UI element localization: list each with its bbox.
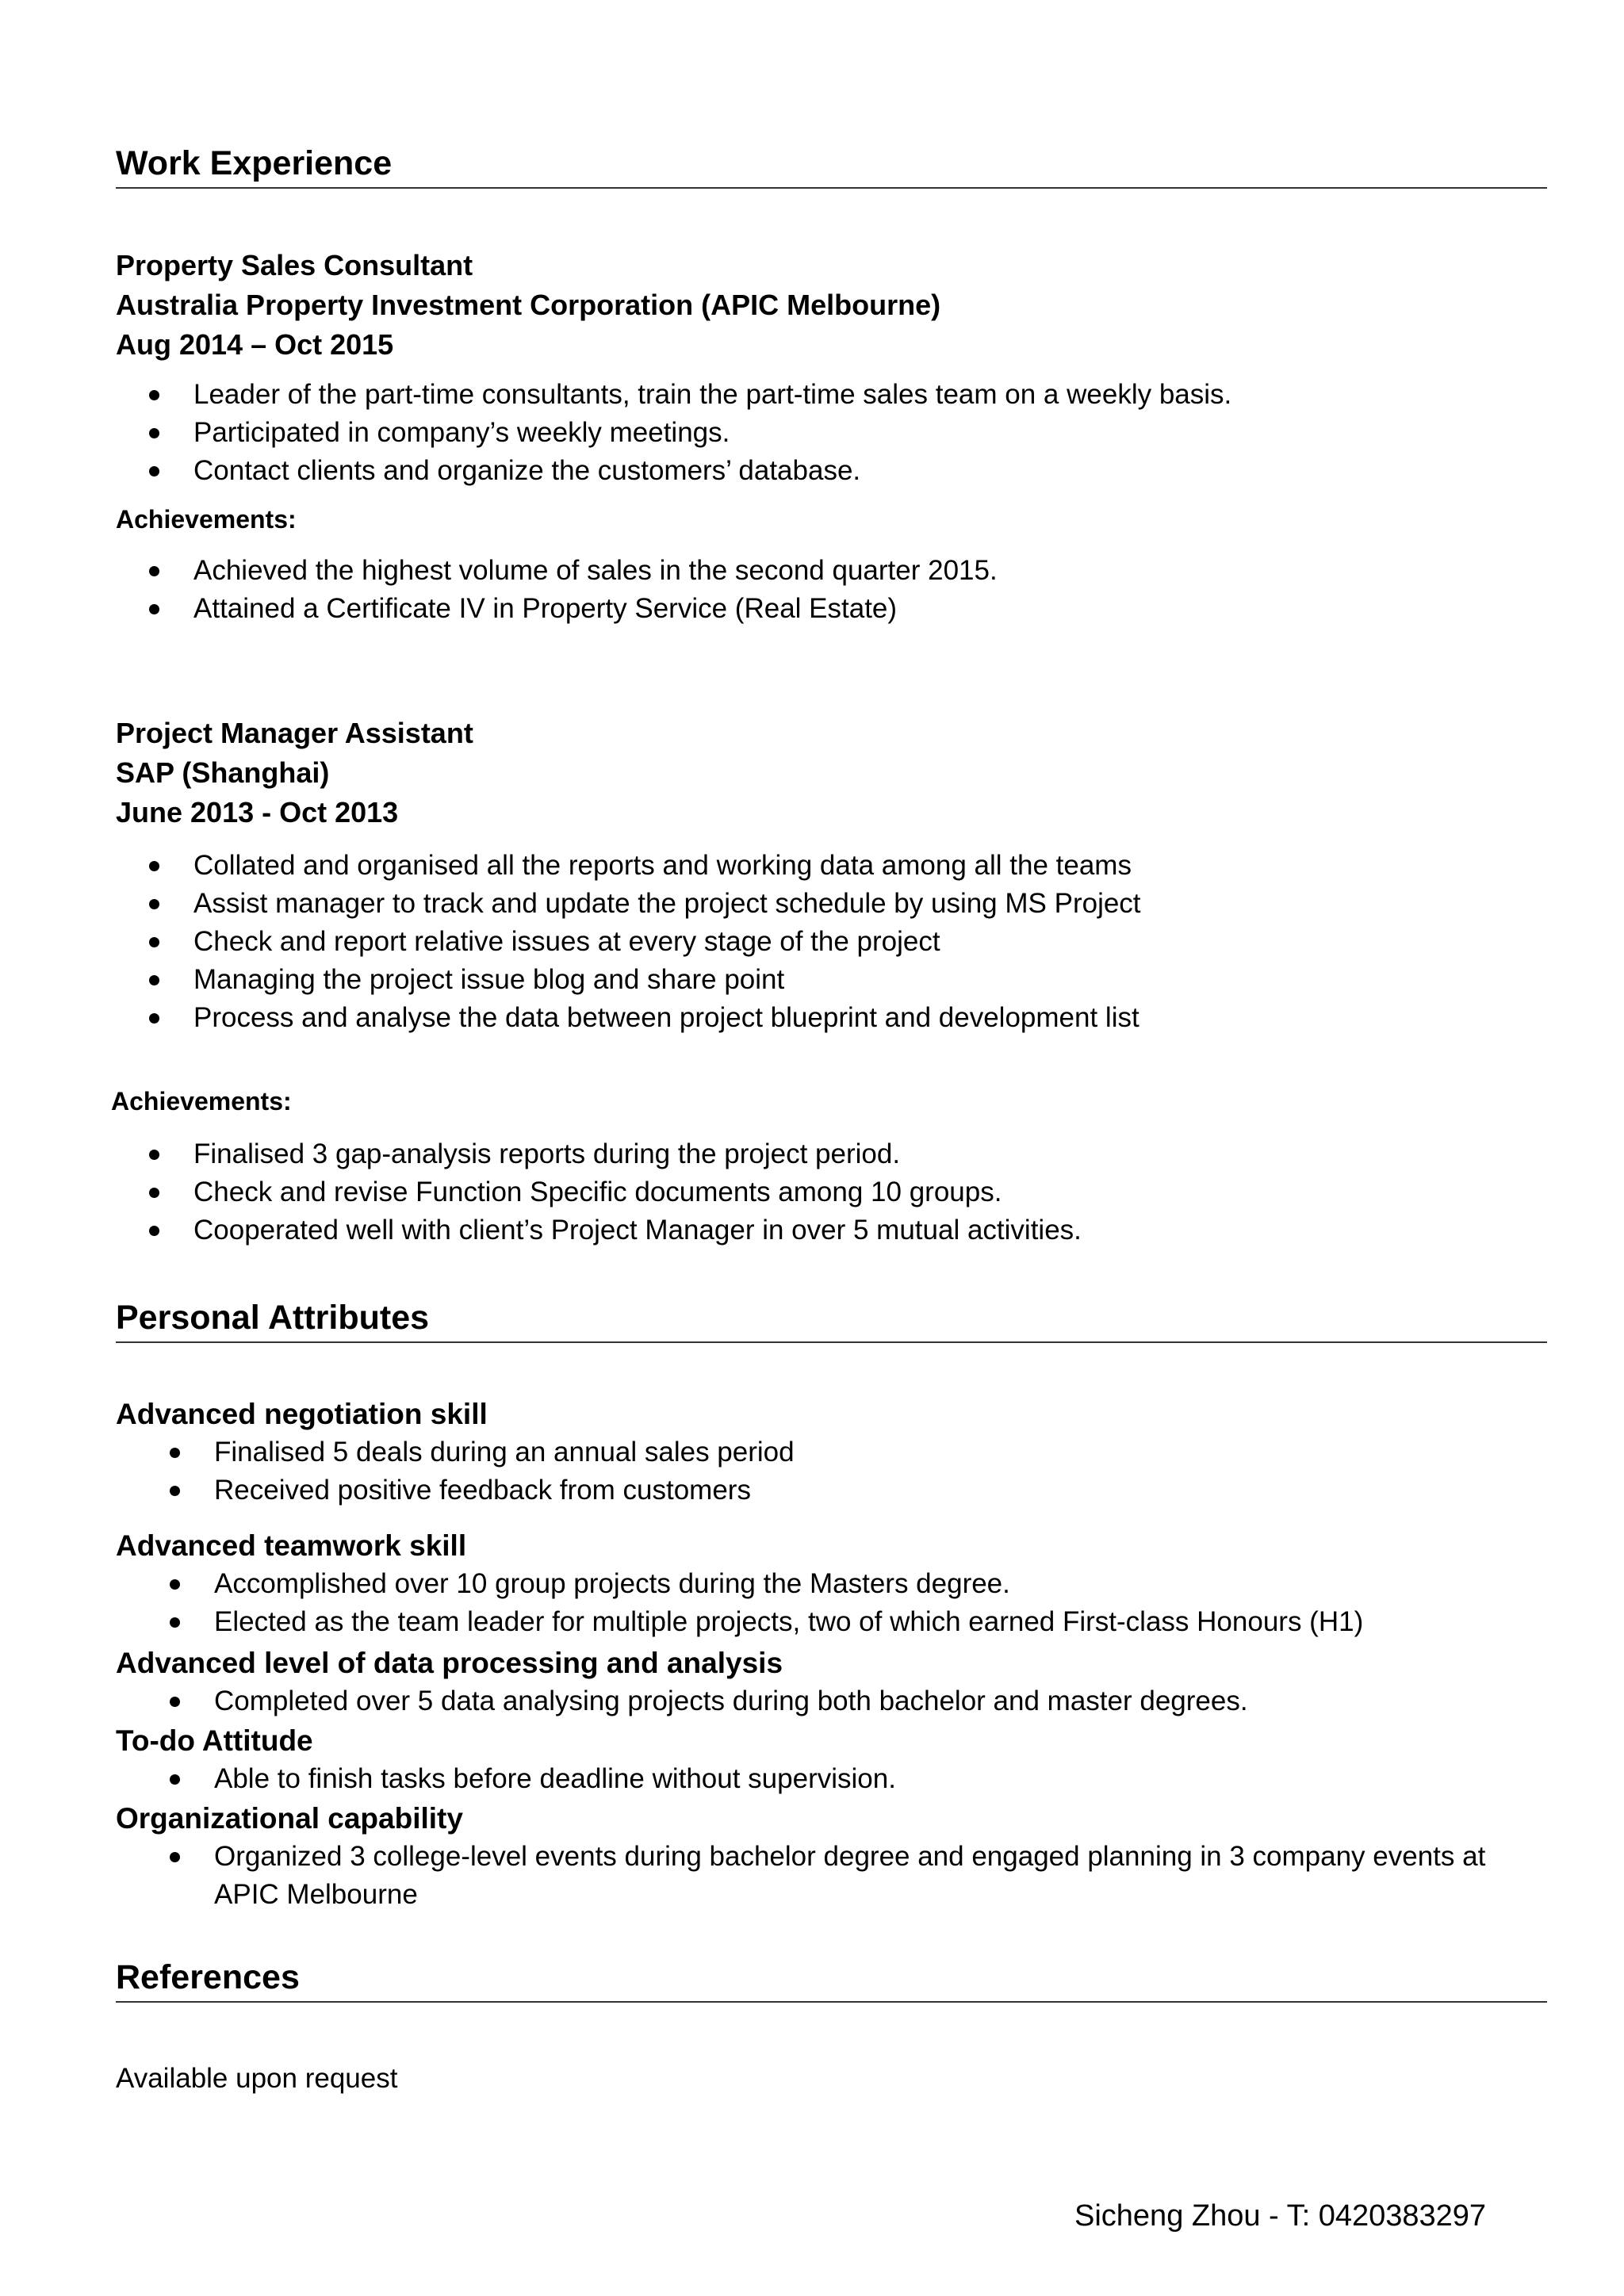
achievements-label: Achievements: xyxy=(111,1087,292,1115)
job-dates: June 2013 - Oct 2013 xyxy=(116,796,399,828)
attribute-points xyxy=(116,1433,1547,1510)
achievements-list xyxy=(116,552,1547,628)
attribute-points xyxy=(116,1682,1547,1720)
attribute-points xyxy=(116,1565,1547,1641)
attribute-points xyxy=(116,1760,1547,1798)
achievements-list xyxy=(116,1135,1547,1249)
list-item: Managing the project issue blog and share point xyxy=(116,961,1547,999)
job-entry-1 xyxy=(116,246,1547,628)
list-item: Finalised 3 gap-analysis reports during the project period. xyxy=(116,1135,1547,1173)
list-item: Received positive feedback from customers xyxy=(116,1471,1547,1510)
job-duties-list xyxy=(116,847,1547,1037)
list-item: Leader of the part-time consultants, train the part-time sales team on a weekly basis. xyxy=(116,376,1547,414)
job-company: SAP (Shanghai) xyxy=(116,756,330,789)
work-experience-heading: Work Experience xyxy=(116,143,1547,189)
list-item: Completed over 5 data analysing projects during both bachelor and master degrees. xyxy=(116,1682,1547,1720)
list-item: Assist manager to track and update the project schedule by using MS Project xyxy=(116,885,1547,923)
personal-attributes-heading: Personal Attributes xyxy=(116,1297,1547,1343)
attribute-data-processing xyxy=(116,1644,1547,1720)
attribute-title: Organizational capability xyxy=(116,1802,463,1835)
list-item: Check and revise Function Specific documents among 10 groups. xyxy=(116,1173,1547,1211)
list-item: Cooperated well with client’s Project Manager in over 5 mutual activities. xyxy=(116,1211,1547,1249)
footer-contact: Sicheng Zhou - T: 0420383297 xyxy=(1074,2199,1487,2233)
attribute-teamwork xyxy=(116,1527,1547,1641)
attribute-title: Advanced teamwork skill xyxy=(116,1529,467,1562)
list-item: Attained a Certificate IV in Property Service (Real Estate) xyxy=(116,590,1547,628)
list-item: Check and report relative issues at every stage of the project xyxy=(116,923,1547,961)
achievements-label: Achievements: xyxy=(116,505,297,534)
list-item: Elected as the team leader for multiple projects, two of which earned First-class Honours (H1) xyxy=(116,1603,1547,1641)
attribute-negotiation xyxy=(116,1395,1547,1510)
job-duties-list xyxy=(116,376,1547,490)
list-item: Accomplished over 10 group projects during the Masters degree. xyxy=(116,1565,1547,1603)
attribute-title: To-do Attitude xyxy=(116,1724,313,1757)
job-title: Property Sales Consultant xyxy=(116,249,473,281)
references-heading: References xyxy=(116,1957,1547,2003)
list-item: Process and analyse the data between project blueprint and development list xyxy=(116,999,1547,1037)
job-title: Project Manager Assistant xyxy=(116,717,473,749)
attribute-title: Advanced negotiation skill xyxy=(116,1398,488,1430)
attribute-title: Advanced level of data processing and analysis xyxy=(116,1647,783,1679)
attribute-attitude xyxy=(116,1722,1547,1798)
attribute-points xyxy=(116,1838,1547,1914)
job-dates: Aug 2014 – Oct 2015 xyxy=(116,328,394,361)
list-item: Collated and organised all the reports and working data among all the teams xyxy=(116,847,1547,885)
list-item: Achieved the highest volume of sales in the second quarter 2015. xyxy=(116,552,1547,590)
list-item: Able to finish tasks before deadline without supervision. xyxy=(116,1760,1547,1798)
attribute-organizational xyxy=(116,1800,1547,1914)
list-item: Organized 3 college-level events during bachelor degree and engaged planning in 3 company events at APIC Melbourne xyxy=(116,1838,1547,1914)
references-text: Available upon request xyxy=(116,2063,398,2094)
job-entry-2 xyxy=(116,714,1547,1037)
list-item: Contact clients and organize the customers’ database. xyxy=(116,452,1547,490)
job-company: Australia Property Investment Corporation (APIC Melbourne) xyxy=(116,289,941,321)
list-item: Participated in company’s weekly meetings. xyxy=(116,414,1547,452)
list-item: Finalised 5 deals during an annual sales period xyxy=(116,1433,1547,1471)
